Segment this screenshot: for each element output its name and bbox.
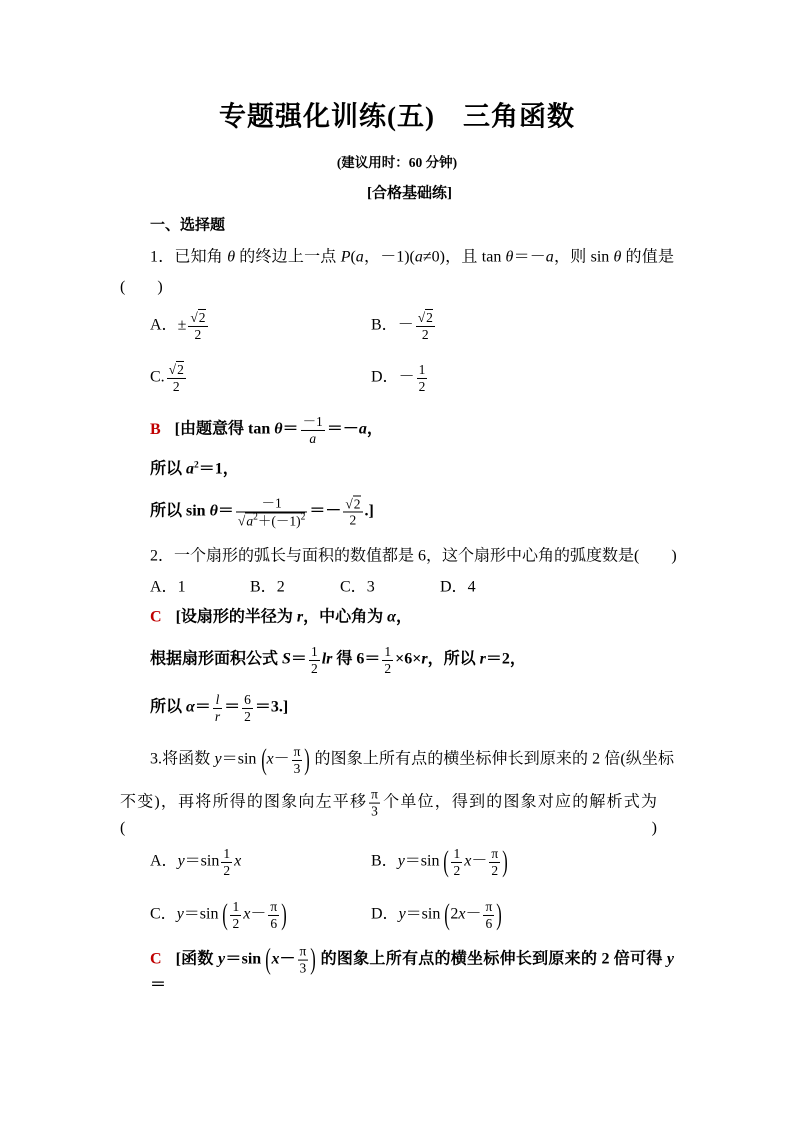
solution-text: ＝1， bbox=[198, 460, 239, 478]
fraction bbox=[489, 846, 500, 878]
var-a: a bbox=[355, 248, 364, 266]
var-theta: θ bbox=[209, 502, 218, 520]
answer-letter: B bbox=[150, 420, 161, 438]
fraction bbox=[221, 846, 232, 878]
left-paren: ( bbox=[222, 898, 229, 931]
fraction-numerator: 1 bbox=[310, 643, 318, 659]
minus-sign: － bbox=[250, 905, 267, 923]
fraction-denominator: 2 bbox=[232, 915, 240, 931]
fraction-denominator: 3 bbox=[371, 803, 378, 819]
var-alpha: α bbox=[186, 698, 195, 716]
option-label: C． bbox=[340, 578, 367, 596]
q1-option-c bbox=[150, 362, 188, 394]
var-alpha: α bbox=[387, 608, 397, 626]
var-x: x bbox=[464, 852, 472, 870]
option-label: C. bbox=[150, 368, 165, 386]
right-paren: ) bbox=[304, 743, 311, 776]
minus-sign: － bbox=[279, 950, 296, 968]
fraction bbox=[188, 310, 207, 342]
fraction-denominator: 2 bbox=[421, 326, 429, 342]
q1-stem-text: ≠0)，且 tan bbox=[422, 248, 506, 266]
fraction bbox=[416, 310, 435, 342]
solution-text: ＝2， bbox=[485, 650, 526, 668]
q1-stem-text: 的终边上一点 bbox=[235, 248, 341, 266]
sqrt-sign: √ bbox=[345, 495, 353, 511]
fraction-numerator: π bbox=[371, 786, 378, 802]
solution-text: ＝－ bbox=[326, 420, 359, 438]
fraction-denominator: a bbox=[309, 430, 317, 446]
fraction bbox=[417, 362, 428, 394]
solution-text: ，中心角为 bbox=[303, 608, 388, 626]
q3-stem-text: 3.将函数 bbox=[150, 750, 215, 768]
section-label: [合格基础练] bbox=[367, 185, 452, 202]
option-label: C． bbox=[150, 905, 177, 923]
solution-text: ＝ bbox=[290, 650, 307, 668]
q1-option-d bbox=[371, 362, 429, 394]
solution-text: ＝ bbox=[194, 698, 211, 716]
option-label: D． bbox=[440, 578, 468, 596]
sqrt-sign: √ bbox=[237, 513, 246, 528]
q3-stem-line-2 bbox=[120, 787, 657, 840]
fraction-denominator: 2 bbox=[349, 512, 357, 528]
sign: ± bbox=[177, 316, 187, 334]
var-a: a bbox=[358, 420, 367, 438]
fraction-numerator: π bbox=[293, 743, 301, 759]
var-a: a bbox=[186, 460, 195, 478]
var-x: x bbox=[234, 852, 242, 870]
fraction-numerator: π bbox=[491, 845, 499, 861]
var-r: r bbox=[296, 608, 304, 626]
radicand: 2 bbox=[198, 309, 206, 325]
sign: － bbox=[397, 316, 414, 334]
sqrt-sign: √ bbox=[168, 361, 177, 377]
fraction-numerator bbox=[167, 362, 186, 379]
q3-option-b bbox=[371, 846, 508, 878]
solution-text: ＝ bbox=[150, 976, 167, 994]
sqrt-sign: √ bbox=[417, 309, 426, 325]
minus-sign: － bbox=[273, 750, 290, 768]
answer-letter: C bbox=[150, 950, 162, 968]
left-paren: ( bbox=[444, 898, 451, 931]
var-a: a bbox=[545, 248, 554, 266]
solution-text: 所以 bbox=[150, 698, 187, 716]
coefficient: 2 bbox=[450, 905, 459, 923]
solution-text: ＝sin bbox=[225, 950, 266, 968]
q1-solution-line-1 bbox=[150, 414, 383, 446]
option-label: B． bbox=[250, 578, 277, 596]
option-value: 3 bbox=[366, 578, 375, 596]
option-label: D． bbox=[371, 368, 399, 386]
option-label: D． bbox=[371, 905, 399, 923]
solution-text: ＝ bbox=[282, 420, 299, 438]
minus-sign: － bbox=[465, 905, 482, 923]
solution-text: 得 6＝ bbox=[332, 650, 381, 668]
var-y: y bbox=[397, 852, 405, 870]
q3-solution-line-1 bbox=[150, 944, 674, 997]
radicand bbox=[245, 512, 305, 528]
fraction bbox=[230, 899, 241, 931]
var-y: y bbox=[398, 905, 406, 923]
fraction-denominator: 3 bbox=[293, 760, 301, 776]
q1-stem-text: ，－1)( bbox=[363, 248, 415, 266]
fraction-denominator: 6 bbox=[485, 915, 493, 931]
solution-text: 的图象上所有点的横坐标伸长到原来的 2 倍可得 bbox=[316, 950, 667, 968]
fraction-numerator: 1 bbox=[384, 643, 392, 659]
q2-option-a bbox=[150, 578, 186, 599]
var-y: y bbox=[214, 750, 222, 768]
option-text: ＝sin bbox=[183, 905, 223, 923]
solution-text: ＝－ bbox=[309, 502, 342, 520]
fraction-numerator: 1 bbox=[232, 898, 240, 914]
option-label: B． bbox=[371, 852, 398, 870]
q1-option-b bbox=[371, 310, 437, 342]
fraction-denominator: 2 bbox=[172, 378, 180, 394]
var-x: x bbox=[271, 950, 280, 968]
fraction-numerator: l bbox=[213, 692, 222, 709]
fraction-numerator: π bbox=[485, 898, 493, 914]
right-paren: ) bbox=[496, 898, 503, 931]
var-r: r bbox=[479, 650, 486, 668]
radicand-text: ＋(－1) bbox=[257, 513, 301, 528]
solution-text: ×6× bbox=[395, 650, 422, 668]
q2-stem-line: 2．一个扇形的弧长与面积的数值都是 6，这个扇形中心角的弧度数是( ) bbox=[150, 547, 677, 565]
q1-stem-text: 1．已知角 bbox=[150, 248, 228, 266]
fraction-numerator: －1 bbox=[236, 495, 307, 512]
page-title: 专题强化训练(五) 三角函数 bbox=[219, 101, 575, 132]
fraction-numerator: 1 bbox=[453, 845, 461, 861]
option-text: ＝sin bbox=[184, 852, 220, 870]
solution-text: 所以 sin bbox=[150, 502, 210, 520]
answer-letter: C bbox=[150, 608, 162, 626]
solution-text: 根据扇形面积公式 bbox=[150, 650, 283, 668]
q1-solution-line-3 bbox=[150, 495, 374, 528]
minus-sign: － bbox=[471, 852, 488, 870]
q3-option-c bbox=[150, 899, 287, 931]
fraction bbox=[298, 944, 309, 976]
var-lr: lr bbox=[321, 650, 333, 668]
radicand: 2 bbox=[426, 309, 433, 325]
solution-text: [设扇形的半径为 bbox=[175, 608, 297, 626]
fraction-denominator: 2 bbox=[194, 326, 202, 342]
time-note: (建议用时：60 分钟) bbox=[336, 155, 458, 171]
fraction-numerator: 1 bbox=[223, 845, 231, 861]
var-y: y bbox=[176, 905, 184, 923]
option-value: 1 bbox=[177, 578, 186, 596]
option-text: ＝sin bbox=[405, 905, 445, 923]
fraction-denominator: 2 bbox=[223, 862, 231, 878]
q2-option-d bbox=[440, 578, 476, 599]
fraction bbox=[382, 644, 393, 676]
var-theta: θ bbox=[505, 248, 514, 266]
left-paren: ( bbox=[265, 942, 272, 976]
var-p: P bbox=[340, 248, 351, 266]
var-theta: θ bbox=[613, 248, 622, 266]
var-theta: θ bbox=[227, 248, 236, 266]
fraction bbox=[343, 496, 362, 528]
fraction-denominator: 2 bbox=[244, 708, 251, 724]
radicand: 2 bbox=[353, 495, 361, 511]
solution-text: 所以 bbox=[150, 460, 187, 478]
solution-text: ＝3.] bbox=[254, 698, 289, 716]
part-heading: 一、选择题 bbox=[150, 217, 226, 234]
var-s: S bbox=[282, 650, 291, 668]
fraction-numerator: 6 bbox=[244, 691, 251, 707]
var-y: y bbox=[217, 950, 226, 968]
fraction bbox=[167, 362, 186, 394]
q3-stem-text: ＝sin bbox=[221, 750, 261, 768]
exponent: 2 bbox=[253, 512, 258, 522]
option-label: A． bbox=[150, 316, 178, 334]
solution-text: ＝ bbox=[217, 502, 234, 520]
q3-option-d bbox=[371, 899, 502, 931]
fraction-numerator: π bbox=[270, 898, 278, 914]
fraction bbox=[451, 846, 462, 878]
q2-solution-line-1 bbox=[150, 608, 412, 629]
solution-text: ， bbox=[396, 608, 413, 626]
right-paren: ) bbox=[310, 942, 317, 976]
fraction-numerator: －1 bbox=[302, 413, 323, 429]
fraction-denominator: 3 bbox=[299, 960, 307, 976]
option-label: A． bbox=[150, 578, 178, 596]
sign: － bbox=[398, 368, 415, 386]
solution-text: [函数 bbox=[175, 950, 218, 968]
var-a: a bbox=[246, 513, 254, 528]
fraction-denominator bbox=[236, 512, 307, 529]
fraction-numerator bbox=[188, 310, 207, 327]
fraction-numerator bbox=[343, 496, 362, 513]
var-a: a bbox=[414, 248, 423, 266]
sqrt-sign: √ bbox=[190, 309, 198, 325]
var-x: x bbox=[458, 905, 466, 923]
var-x: x bbox=[266, 750, 274, 768]
radicand: 2 bbox=[177, 361, 184, 377]
fraction-numerator: 1 bbox=[418, 361, 426, 377]
q1-stem-text: ( bbox=[350, 248, 356, 266]
fraction bbox=[213, 692, 222, 724]
var-y: y bbox=[177, 852, 185, 870]
left-paren: ( bbox=[260, 743, 267, 776]
solution-text: .] bbox=[364, 502, 374, 520]
exponent: 2 bbox=[194, 460, 199, 471]
option-label: A． bbox=[150, 852, 178, 870]
var-y: y bbox=[666, 950, 674, 968]
fraction-denominator: 2 bbox=[453, 862, 461, 878]
var-theta: θ bbox=[274, 420, 283, 438]
fraction-denominator: 2 bbox=[418, 378, 426, 394]
fraction bbox=[301, 414, 325, 446]
q3-option-a bbox=[150, 846, 241, 878]
q2-solution-line-2 bbox=[150, 644, 526, 676]
q1-option-a bbox=[150, 310, 210, 342]
q1-answer-blank: ( ) bbox=[120, 278, 163, 296]
solution-text: ， bbox=[366, 420, 383, 438]
var-x: x bbox=[243, 905, 251, 923]
fraction-denominator: 2 bbox=[491, 862, 499, 878]
fraction-denominator: r bbox=[214, 708, 221, 724]
right-paren: ) bbox=[502, 845, 508, 878]
solution-text: ，所以 bbox=[427, 650, 480, 668]
right-paren: ) bbox=[281, 898, 287, 931]
option-label: B． bbox=[371, 316, 398, 334]
exponent: 2 bbox=[300, 512, 306, 522]
fraction bbox=[309, 644, 320, 676]
q2-option-c bbox=[340, 578, 375, 599]
fraction-numerator: π bbox=[299, 943, 307, 959]
fraction bbox=[483, 899, 494, 931]
fraction bbox=[242, 692, 253, 724]
fraction-denominator: 6 bbox=[270, 915, 278, 931]
q3-stem-text: 个单位，得到的图象对应的解析式为( ) bbox=[120, 793, 657, 837]
q1-stem-line bbox=[150, 248, 674, 269]
fraction-denominator: 2 bbox=[384, 660, 392, 676]
q2-option-b bbox=[250, 578, 285, 599]
fraction bbox=[292, 744, 303, 776]
q3-stem-text: 不变)，再将所得的图象向左平移 bbox=[120, 793, 368, 811]
fraction bbox=[236, 495, 307, 528]
left-paren: ( bbox=[443, 845, 450, 878]
option-value: 2 bbox=[276, 578, 285, 596]
q1-stem-text: 的值是 bbox=[621, 248, 674, 266]
q3-stem-line-1 bbox=[150, 744, 674, 776]
option-value: 4 bbox=[467, 578, 476, 596]
q3-stem-text: 的图象上所有点的横坐标伸长到原来的 2 倍(纵坐标 bbox=[310, 750, 674, 768]
fraction-denominator: 2 bbox=[310, 660, 318, 676]
fraction bbox=[369, 787, 380, 819]
solution-text: ＝ bbox=[224, 698, 241, 716]
option-text: ＝sin bbox=[404, 852, 444, 870]
q1-solution-line-2 bbox=[150, 460, 239, 481]
q1-stem-text: ，则 sin bbox=[553, 248, 614, 266]
fraction-numerator bbox=[416, 310, 435, 327]
fraction bbox=[268, 899, 279, 931]
q2-solution-line-3 bbox=[150, 692, 288, 724]
solution-text: [由题意得 tan bbox=[174, 420, 275, 438]
var-r: r bbox=[421, 650, 428, 668]
q1-stem-text: ＝－ bbox=[513, 248, 546, 266]
